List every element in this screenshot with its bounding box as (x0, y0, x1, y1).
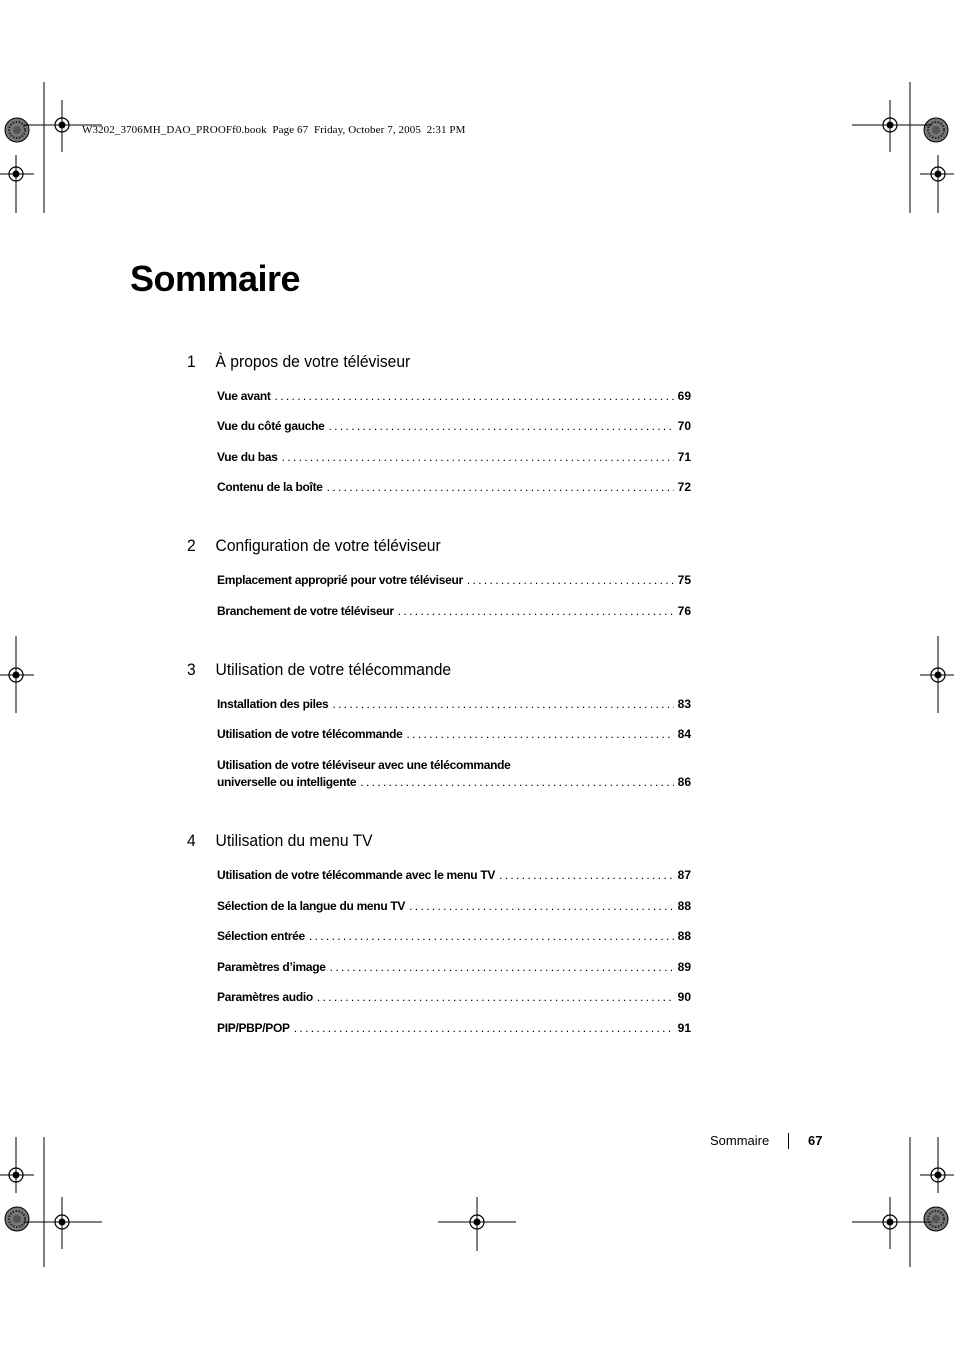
toc-entry-page: 72 (677, 480, 691, 494)
toc-entry-page: 70 (677, 419, 691, 433)
toc-entry[interactable] (217, 1020, 691, 1037)
toc-entry[interactable] (217, 989, 691, 1006)
chapter-title: Utilisation de votre télécommande (215, 660, 452, 679)
toc-entry-label: Utilisation de votre télécommande avec le menu TV (217, 868, 496, 882)
toc-entry-page: 84 (677, 727, 691, 741)
dot-leader (309, 928, 674, 945)
toc-entry-label: Sélection de la langue du menu TV (217, 899, 406, 913)
toc-entry[interactable] (217, 898, 691, 915)
chapter-number: 2 (187, 536, 196, 555)
toc-entry-page: 75 (677, 573, 691, 587)
toc-entry[interactable] (217, 867, 691, 884)
toc-entry-page: 76 (677, 604, 691, 618)
dot-leader (467, 572, 674, 589)
toc-entry[interactable] (217, 696, 691, 713)
toc-entry[interactable] (217, 757, 691, 791)
chapter-number: 4 (187, 831, 196, 850)
toc-entry-label: Vue avant (217, 389, 271, 403)
chapter-title: Configuration de votre téléviseur (215, 536, 441, 555)
toc-entry-label: Utilisation de votre télécommande (217, 727, 403, 741)
dot-leader (360, 774, 673, 791)
toc-entry[interactable] (217, 603, 691, 620)
dot-leader (282, 449, 674, 466)
toc-entry[interactable] (217, 449, 691, 466)
dot-leader (332, 696, 673, 713)
dot-leader (330, 959, 674, 976)
dot-leader (499, 867, 674, 884)
chapter-number: 3 (187, 660, 196, 679)
dot-leader (275, 388, 674, 405)
toc-entry[interactable] (217, 479, 691, 496)
toc-entry[interactable] (217, 928, 691, 945)
toc-entry-page: 91 (677, 1021, 691, 1035)
toc-entry[interactable] (217, 959, 691, 976)
color-target-icon (5, 1207, 29, 1231)
footer-divider (788, 1133, 789, 1149)
registration-mark-icon (7, 666, 25, 684)
registration-mark-icon (468, 1213, 486, 1231)
toc-entry-page: 87 (677, 868, 691, 882)
toc-entry-page: 89 (677, 960, 691, 974)
registration-mark-icon (929, 666, 947, 684)
toc-entry-page: 88 (677, 929, 691, 943)
toc-entry-page: 83 (677, 697, 691, 711)
toc-entry-label: Installation des piles (217, 697, 329, 711)
toc-entry-label: Vue du bas (217, 450, 278, 464)
toc-entry[interactable] (217, 572, 691, 589)
chapter-number: 1 (187, 352, 196, 371)
chapter-heading[interactable] (187, 831, 665, 855)
toc-entry-page: 86 (677, 775, 691, 789)
registration-mark-icon (881, 1213, 899, 1231)
registration-mark-icon (53, 116, 71, 134)
chapter-title: Utilisation du menu TV (215, 831, 373, 850)
proof-header: W3202_3706MH_DAO_PROOFf0.book Page 67 Friday, October 7, 2005 2:31 PM (82, 124, 466, 136)
dot-leader (294, 1020, 674, 1037)
dot-leader (329, 418, 674, 435)
chapter-heading[interactable] (187, 660, 665, 684)
toc-entry-label: universelle ou intelligente (217, 775, 357, 789)
dot-leader (409, 898, 674, 915)
dot-leader (406, 726, 673, 743)
toc-entry-page: 69 (677, 389, 691, 403)
registration-mark-icon (53, 1213, 71, 1231)
toc-entry[interactable] (217, 388, 691, 405)
color-target-icon (5, 118, 29, 142)
registration-mark-icon (881, 116, 899, 134)
registration-mark-icon (7, 1166, 25, 1184)
toc-entry-label: Contenu de la boîte (217, 480, 323, 494)
color-target-icon (924, 1207, 948, 1231)
toc-entry-label: Paramètres audio (217, 990, 313, 1004)
chapter-heading[interactable] (187, 352, 665, 376)
registration-mark-icon (929, 165, 947, 183)
toc-entry-label: Branchement de votre téléviseur (217, 604, 394, 618)
toc-entry-page: 88 (677, 899, 691, 913)
toc-entry-label: Sélection entrée (217, 929, 305, 943)
toc-entry[interactable] (217, 418, 691, 435)
dot-leader (327, 479, 674, 496)
toc-entry-label: Emplacement approprié pour votre téléviseur (217, 573, 463, 587)
toc-entry-label: Paramètres d’image (217, 960, 326, 974)
registration-mark-icon (7, 165, 25, 183)
toc-entry[interactable] (217, 726, 691, 743)
footer-page-number: 67 (808, 1133, 823, 1148)
toc-entry-label: PIP/PBP/POP (217, 1021, 290, 1035)
footer-section-label: Sommaire (710, 1133, 770, 1148)
toc-entry-page: 90 (677, 990, 691, 1004)
toc-entry-page: 71 (677, 450, 691, 464)
chapter-heading[interactable] (187, 536, 665, 560)
toc-entry-label: Vue du côté gauche (217, 419, 325, 433)
page-title: Sommaire (130, 258, 301, 299)
registration-mark-icon (929, 1166, 947, 1184)
color-target-icon (924, 118, 948, 142)
dot-leader (317, 989, 674, 1006)
chapter-title: À propos de votre téléviseur (215, 352, 411, 371)
toc-entry-label-line1: Utilisation de votre téléviseur avec une télécommande (217, 758, 511, 772)
dot-leader (398, 603, 674, 620)
